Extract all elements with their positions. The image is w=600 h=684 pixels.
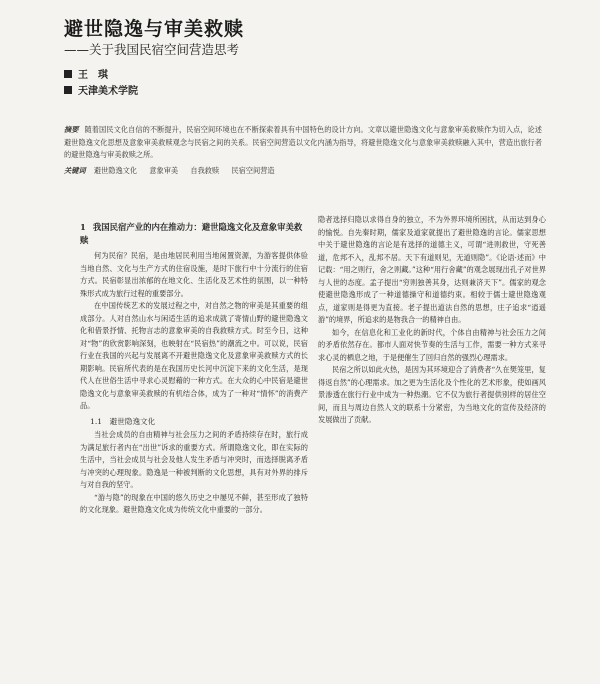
square-bullet-icon — [64, 70, 72, 78]
abstract — [64, 124, 542, 162]
body-paragraph: 当社会成员的自由精神与社会压力之间的矛盾持续存在时，旅行成为满足旅行者内在“出世”诉求的重要方式。所谓隐逸文化，即在实际的生活中，当社会成员与社会及他人发生矛盾与冲突时，而选择脱离矛盾与冲突的心理现象。隐逸是一种被判断的文化思想，具有对外界的排斥与对自我的坚守。 — [80, 430, 308, 489]
square-bullet-icon — [64, 86, 72, 94]
right-column — [318, 214, 546, 427]
keyword: 避世隐逸文化 — [93, 166, 138, 175]
section-title: 我国民宿产业的内在推动力：避世隐逸文化及意象审美救赎 — [80, 222, 303, 245]
body-paragraph: 隐者选择归隐以求得自身的独立，不为外界环境所困扰，从而达到身心的愉悦。自先秦时期，儒家及道家就提出了避世隐逸的言论。儒家思想中关于避世隐逸的言论是有选择的道德主义，可谓“进则救世，守死善道，危邦不入，乱邦不居。天下有道则见，无道则隐”。《论语·述而》中记载：“用之则行，舍之则藏。”这种“用行舍藏”的观念展现出孔子对世界与人世的态度。孟子提出“穷则独善其身，达则兼济天下”。儒家的观念使避世隐逸形成了一种道德操守和道德约束。相较于儒士避世隐逸观点，道家则是得更为直接。老子提出道法自然的思想，庄子追求“逍遥游”的境界，所追求的是物我合一的精神自由。 — [318, 215, 546, 324]
author-name: 王 琪 — [78, 70, 108, 81]
affiliation-line — [64, 82, 138, 97]
body-paragraph: 在中国传统艺术的发展过程之中，对自然之物的审美是其重要的组成部分。人对自然山水与闲适生活的追求成就了寄情山野的避世隐逸文化和借景抒情、托物言志的意象审美的自我救赎方式。时至今日，这种对“物”的欣赏影响深刻，也映射在“民宿热”的潮流之中。可以说，民宿行业在我国的兴起与发展离不开避世隐逸文化及意象审美救赎方式的长期影响。民宿所代表的是在我国历史长河中沉淀下来的文化生活，是现代人在世俗生活中寻求心灵慰藉的一种方式。在大众的心中民宿是避世隐逸文化与意象审美救赎的有机结合体，成为了一种对“情怀”的消费产品。 — [80, 301, 308, 410]
keyword: 民宿空间营造 — [231, 166, 275, 175]
body-paragraph: “游与隐”的现象在中国的悠久历史之中屡见不鲜，甚至形成了独特的文化现象。避世隐逸文化成为传统文化中重要的一部分。 — [80, 492, 308, 514]
section-heading — [80, 221, 308, 247]
keyword: 意象审美 — [149, 166, 179, 175]
subsection-number: 1.1 — [90, 416, 103, 426]
subsection-title: 避世隐逸文化 — [109, 416, 156, 426]
keywords — [64, 166, 542, 176]
article-title: 避世隐逸与审美救赎 — [64, 18, 245, 40]
body-paragraph: 何为民宿？民宿，是由地居民利用当地闲置资源，为游客提供体验当地自然、文化与生产方式的住宿设施，是时下旅行中十分流行的住宿方式。民宿彰显出浓郁的在地文化、生活化及艺术性的氛围，以一种特殊形式成为旅行过程的重要部分。 — [80, 251, 308, 298]
keyword: 自我救赎 — [190, 166, 220, 175]
keywords-label: 关键词 — [64, 166, 86, 175]
abstract-text: 随着国民文化自信的不断提升，民宿空间环境也在不断探索着具有中国特色的设计方向。文章以避世隐逸文化与意象审美救赎作为切入点，论述避世隐逸文化思想及意象审美救赎观念与民宿之间的关系。民宿空间营造以文化内涵为指导，将避世隐逸文化与意象审美救赎融入其中，营造出旅行者的避世隐逸与审美救赎之所。 — [64, 125, 542, 160]
body-paragraph: 如今，在信息化和工业化的新时代，个体自由精神与社会压力之间的矛盾依然存在。都市人面对快节奏的生活与工作，需要一种方式来寻求心灵的栖息之地，于是便催生了回归自然的强烈心理需求。 — [318, 327, 546, 362]
abstract-label: 摘要 — [64, 125, 79, 134]
author-line — [64, 66, 108, 81]
subsection-heading — [90, 416, 308, 429]
article-subtitle: ——关于我国民宿空间营造思考 — [64, 42, 240, 57]
author-affiliation: 天津美术学院 — [78, 86, 138, 97]
left-column — [80, 221, 308, 517]
section-number: 1 — [80, 222, 86, 232]
body-paragraph: 民宿之所以如此火热，是因为其环境迎合了消费者“久在樊笼里，复得返自然”的心理需求。加之更为生活化及个性化的艺术形象，使如画风景渗透在旅行行业中成为一种热潮。它不仅为旅行者提供别样的居住空间，而且与周边自然人文的联系十分紧密，为当地文化的宣传及经济的发展做出了贡献。 — [318, 365, 546, 424]
